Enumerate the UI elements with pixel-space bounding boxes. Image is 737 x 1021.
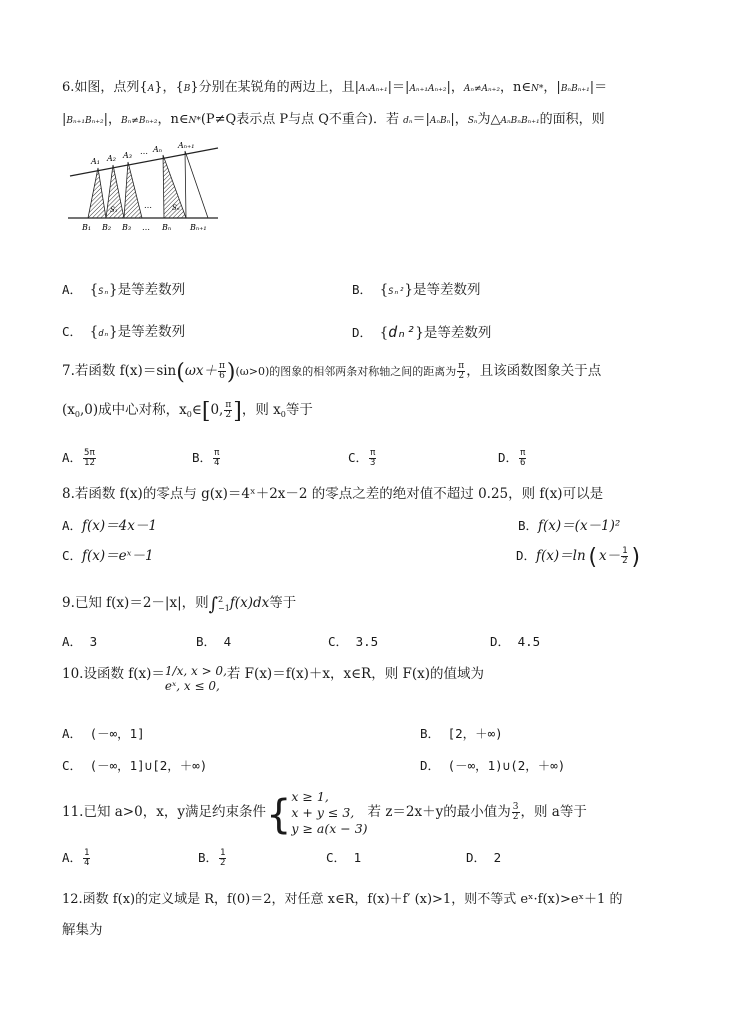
text: 7.若函数 f(x)＝sin (62, 363, 177, 379)
q12-stem-line1: 12.函数 f(x)的定义域是 R，f(0)＝2，对任意 x∈R，f(x)＋f′ (x)>1，则不等式 eˣ·f(x)>eˣ＋1 的 (62, 892, 623, 907)
text: ，n∈ (500, 80, 532, 95)
fraction: $\frac{\pi}{4}$ (214, 448, 220, 468)
option-label: B． (518, 518, 539, 533)
label-b3: B₃ (122, 223, 132, 232)
option-label: D． (498, 450, 519, 465)
text: 10.设函数 f(x)＝ (62, 666, 165, 682)
option-text: f(x)＝4x－1 (82, 518, 157, 534)
option-label: C． (62, 548, 83, 563)
fraction: $\frac{1}{2}$ (220, 848, 226, 868)
math: 0, (210, 402, 224, 418)
math: f(x)dx (229, 595, 270, 611)
option-label: A． (62, 450, 83, 465)
text: }，{ (154, 80, 184, 95)
text: 为△ (477, 112, 501, 127)
text: 若 z＝2x＋y的最小值为 (367, 804, 511, 820)
q6-option-c[interactable] (62, 322, 185, 344)
text: 的面积，则 (539, 112, 605, 127)
q6-option-d[interactable] (352, 322, 491, 343)
text: ＝| (412, 112, 430, 127)
option-label: C． (62, 324, 83, 339)
option-text: f(x)＝eˣ－1 (82, 548, 154, 564)
text: (P≠Q表示点 P与点 Q不重合)．若 (200, 112, 404, 127)
paren-close: ) (226, 360, 236, 385)
math: Sₙ² (388, 287, 405, 297)
integral-sign: ∫ (208, 594, 219, 615)
constraints: x ≥ 1, x + y ≤ 3, y ≥ a(x − 3) (291, 788, 368, 836)
text: 若 F(x)＝f(x)＋x，x∈R，则 F(x)的值域为 (226, 666, 485, 682)
text: ，则 a等于 (520, 804, 587, 820)
text: |＝ (589, 80, 608, 95)
math: AₙBₙBₙ₊₁ (500, 116, 540, 126)
option-text: f(x)＝(x－1)² (538, 518, 621, 534)
text: |， (450, 112, 468, 127)
brace: { (265, 792, 292, 838)
text: }是等差数列 (415, 325, 492, 341)
text: }分别在某锐角的两边上，且| (190, 80, 360, 95)
option-label: C． (348, 450, 369, 465)
label-b1: B₁ (82, 223, 92, 232)
text: { (89, 282, 99, 298)
math: Aₙ₊₁Aₙ₊₂ (409, 84, 447, 94)
q7-stem-line1 (62, 358, 601, 386)
math: N* (188, 116, 201, 126)
label-sn: Sₙ (172, 204, 180, 212)
text: (x (62, 402, 75, 418)
text: ，n∈ (157, 112, 189, 127)
text: }是等差数列 (109, 324, 186, 340)
fraction: $\frac{1}{4}$ (84, 848, 90, 868)
text: }是等差数列 (404, 282, 481, 298)
math: dₙ (403, 116, 413, 126)
q9-stem (62, 590, 296, 618)
q10-option-c[interactable]: C． (－∞，1]∪[2，＋∞) (62, 758, 208, 773)
math: N* (531, 84, 544, 94)
q9-option-c[interactable]: C． 3.5 (328, 634, 379, 649)
q8-option-b[interactable] (518, 516, 620, 536)
text: ，且该函数图象关于点 (466, 363, 602, 379)
triangle-n1 (185, 151, 208, 218)
q12-stem-line2: 解集为 (62, 922, 103, 938)
text: 等于 (269, 595, 297, 611)
math: BₙBₙ₊₁ (560, 84, 590, 94)
q7-option-c[interactable] (348, 448, 377, 468)
option-label: B． (192, 450, 213, 465)
label-s1: S₁ (110, 206, 118, 214)
label-a2: A₂ (107, 154, 116, 163)
option-label: A． (62, 282, 83, 297)
triangle-1 (88, 168, 106, 218)
text: 11.已知 a>0，x，y满足约束条件 (62, 804, 266, 820)
q11-option-c[interactable]: C． 1 (326, 850, 362, 865)
text: 9.已知 f(x)＝2－|x|，则 (62, 595, 209, 611)
option-label: D． (352, 325, 373, 340)
fraction: $\frac{\pi}{6}$ (218, 361, 225, 381)
text: ，| (543, 80, 561, 95)
q7-stem-line2: $(x_0,0)$成中心对称，$x_0\in[0$, $\frac{\pi}{2}$ ]，则 $x_0$等于 (62, 399, 313, 424)
q6-option-b[interactable] (352, 280, 481, 302)
text: | (62, 112, 67, 127)
q10-option-b[interactable]: B． [2，＋∞) (420, 726, 503, 741)
option-text: f(x)＝ln (536, 548, 586, 564)
q8-option-a[interactable] (62, 516, 157, 536)
q7-option-d[interactable] (498, 448, 527, 468)
text: 6.如图，点列{ (62, 80, 148, 95)
math: Bₙ₊₁Bₙ₊₂ (66, 116, 104, 126)
math: Bₙ≠Bₙ₊₂ (121, 116, 158, 126)
q6-option-a[interactable] (62, 280, 185, 302)
text: ,0)成中心对称，x (79, 402, 187, 418)
text: 等于 (285, 402, 313, 418)
q11-option-a[interactable]: A． $\frac{1}{4}$ (62, 848, 90, 868)
option-label: B． (352, 282, 373, 297)
math: Aₙ≠Aₙ₊₂ (463, 84, 501, 94)
math: ωx＋ (184, 363, 217, 379)
text: (ω>0)的图象的相邻两条对称轴之间的距离为 (235, 365, 457, 378)
fraction: $\frac{\pi}{3}$ (370, 448, 376, 468)
q11-stem (62, 784, 587, 840)
q8-stem: 8.若函数 f(x)的零点与 g(x)＝4ˣ＋2x－2 的零点之差的绝对值不超过 0.25，则 f(x)可以是 (62, 486, 604, 502)
q7-option-b[interactable] (192, 448, 221, 468)
fraction: $\frac{1}{2}$ (622, 546, 628, 566)
q11-option-d[interactable]: D． 2 (466, 850, 502, 865)
fraction: $\frac{\pi}{6}$ (520, 448, 526, 468)
text: |， (103, 112, 122, 127)
math: A (147, 84, 155, 94)
text: { (379, 282, 389, 298)
q8-option-d[interactable] (516, 546, 643, 568)
math: AₙBₙ (429, 116, 451, 126)
math: dₙ (98, 329, 109, 339)
math: Sₙ (98, 287, 109, 297)
label-a3: A₃ (123, 151, 132, 160)
q9-option-b[interactable]: B． 4 (196, 634, 232, 649)
fraction: $\frac{5\pi}{12}$ (84, 448, 95, 468)
math: Sₙ (467, 116, 478, 126)
text: ∈ (191, 402, 202, 418)
label-bn: Bₙ (162, 223, 172, 232)
label-mid-dots: … (144, 201, 152, 210)
q11-option-b[interactable]: B． $\frac{1}{2}$ (198, 848, 226, 868)
bracket-open: [ (201, 399, 211, 424)
label-an: Aₙ (153, 145, 163, 154)
label-bn1: Bₙ₊₁ (190, 223, 207, 232)
label-top-dots: … (140, 147, 148, 156)
math: dₙ² (388, 323, 416, 341)
text: { (379, 325, 389, 341)
paren-open: ( (176, 360, 185, 385)
bracket-close: ] (233, 399, 242, 424)
math: B (183, 84, 191, 94)
q7-option-a[interactable] (62, 448, 97, 468)
option-label: D． (516, 548, 537, 563)
q10-stem (62, 664, 484, 694)
text: { (89, 324, 99, 340)
label-a1: A₁ (91, 157, 100, 166)
paren-close: ) (629, 545, 643, 570)
triangle-3 (124, 162, 142, 218)
q8-option-c[interactable] (62, 546, 154, 566)
text: }是等差数列 (109, 282, 186, 298)
q6-figure (68, 140, 228, 232)
math: AₙAₙ₊₁ (359, 84, 388, 94)
paren-open: ( (585, 545, 599, 570)
q9-option-a[interactable]: A． 3 (62, 634, 98, 649)
text: ，则 x (241, 402, 281, 418)
q6-stem-line1 (62, 78, 607, 99)
label-bottom-dots: … (142, 223, 150, 232)
option-label: A． (62, 518, 83, 533)
fraction: $\frac{3}{2}$ (512, 802, 519, 822)
text: |＝| (387, 80, 410, 95)
math: x－ (598, 548, 621, 564)
piecewise: 1/x, x > 0, eˣ, x ≤ 0, (164, 664, 227, 693)
text: |， (446, 80, 464, 95)
q9-option-d[interactable]: D． 4.5 (490, 634, 541, 649)
q6-stem-line2 (62, 110, 605, 131)
integral-limits: 2 −1 (218, 594, 230, 613)
label-b2: B₂ (102, 223, 112, 232)
q10-option-a[interactable]: A． (－∞，1] (62, 726, 145, 741)
fraction: $\frac{\pi}{2}$ (458, 361, 465, 381)
label-an1: Aₙ₊₁ (178, 141, 195, 150)
fraction: $\frac{\pi}{2}$ (225, 400, 232, 420)
q10-option-d[interactable]: D． (－∞，1)∪(2，＋∞) (420, 758, 566, 773)
